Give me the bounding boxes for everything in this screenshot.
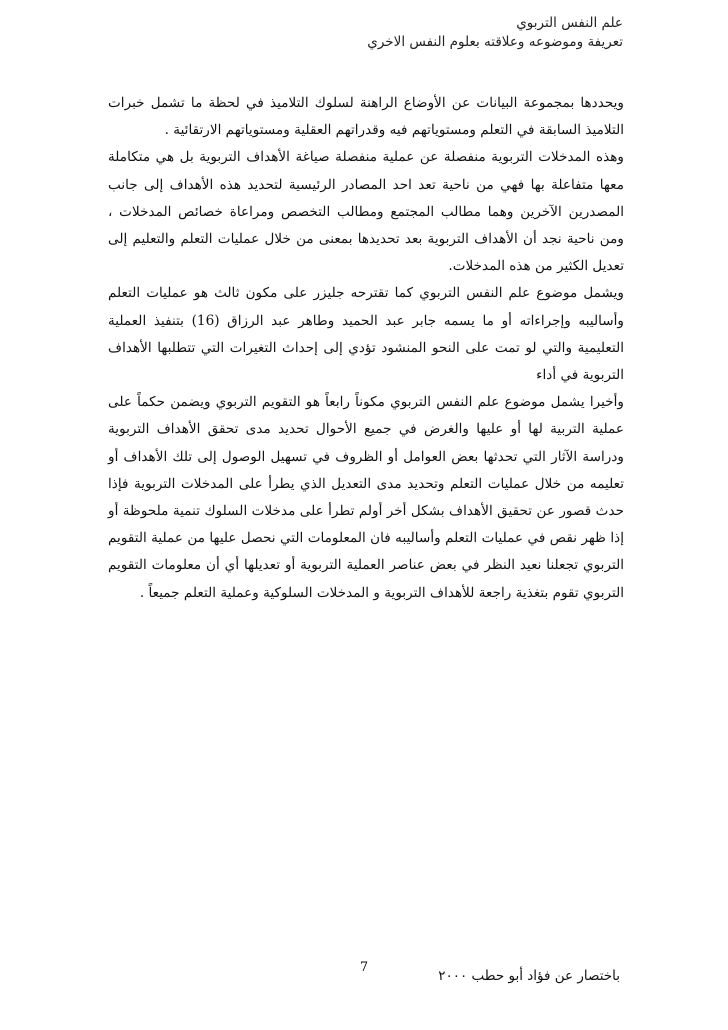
page-number: 7: [359, 960, 369, 975]
body-text: [108, 90, 624, 607]
paragraph-evaluation: وأخيرا يشمل موضوع علم النفس التربوي مكوناً رابعاً هو التقويم التربوي ويضمن حكماً على عملية التربية لها أو عليها والغرض في جميع الأحوال تحديد مدى تحقق الأهداف التربوية ودراسة الآثار التي تحدثها بعض العوامل أو الظروف في تسهيل الوصول إلى تلك الأهداف أو تعليمه من خلال عمليات التعلم وتحديد مدى التعديل الذي يطرأ على المدخلات التربوية فإذا حدث قصور عن تحقيق الأهداف بشكل أخر أولم تطرأ على مدخلات السلوك تنمية ملحوظة أو إذا ظهر نقص في عمليات التعلم وأساليبه فان المعلومات التي نحصل عليها من عملية التقويم التربوي تجعلنا نعيد النظر في بعض عناصر العملية التربوية أو تعديلها أي أن معلومات التقويم التربوي تقوم بتغذية راجعة للأهداف التربوية و المدخلات السلوكية وعملية التعلم جميعاً .: [108, 394, 624, 601]
footer-source-note: باختصار عن فؤاد أبو حطب ٢٠٠٠: [438, 968, 620, 984]
paragraph-inputs-definition: ويحددها بمجموعة البيانات عن الأوضاع الراهنة لسلوك التلاميذ في لحظة ما تشمل خبرات التلاميذ السابقة في التعلم ومستوياتهم فيه وقدراتهم العقلية ومستوياتهم الارتقائية .: [108, 95, 624, 139]
header-subtitle: تعريفة وموضوعه وعلاقته بعلوم النفس الاخري: [367, 34, 623, 50]
paragraph-inputs-integration: وهذه المدخلات التربوية منفصلة عن عملية منفصلة صياغة الأهداف التربوية بل هي متكاملة معها متفاعلة بها فهي من ناحية تعد احد المصادر الرئيسية لتحديد هذه الأهداف إلى جانب المصدرين الآخرين وهما مطالب المجتمع ومطالب التخصص ومراعاة خصائص المدخلات ، ومن ناحية نجد أن الأهداف التربوية بعد تحديدها بمعنى من خلال عمليات التعلم والتعليم إلى تعديل الكثير من هذه المدخلات.: [108, 149, 624, 275]
page-header: [203, 14, 623, 52]
header-title: علم النفس التربوي: [516, 15, 623, 31]
paragraph-learning-processes: ويشمل موضوع علم النفس التربوي كما تقترحه جليزر على مكون ثالث هو عمليات التعلم وأساليبه وإجراءاته أو ما يسمه جابر عبد الحميد وطاهر عبد الرزاق (16) بتنفيذ العملية التعليمية والتي لو تمت على النحو المنشود تؤدي إلى إحداث التغيرات التي تتطلبها الأهداف التربوية في أداء: [108, 285, 624, 384]
